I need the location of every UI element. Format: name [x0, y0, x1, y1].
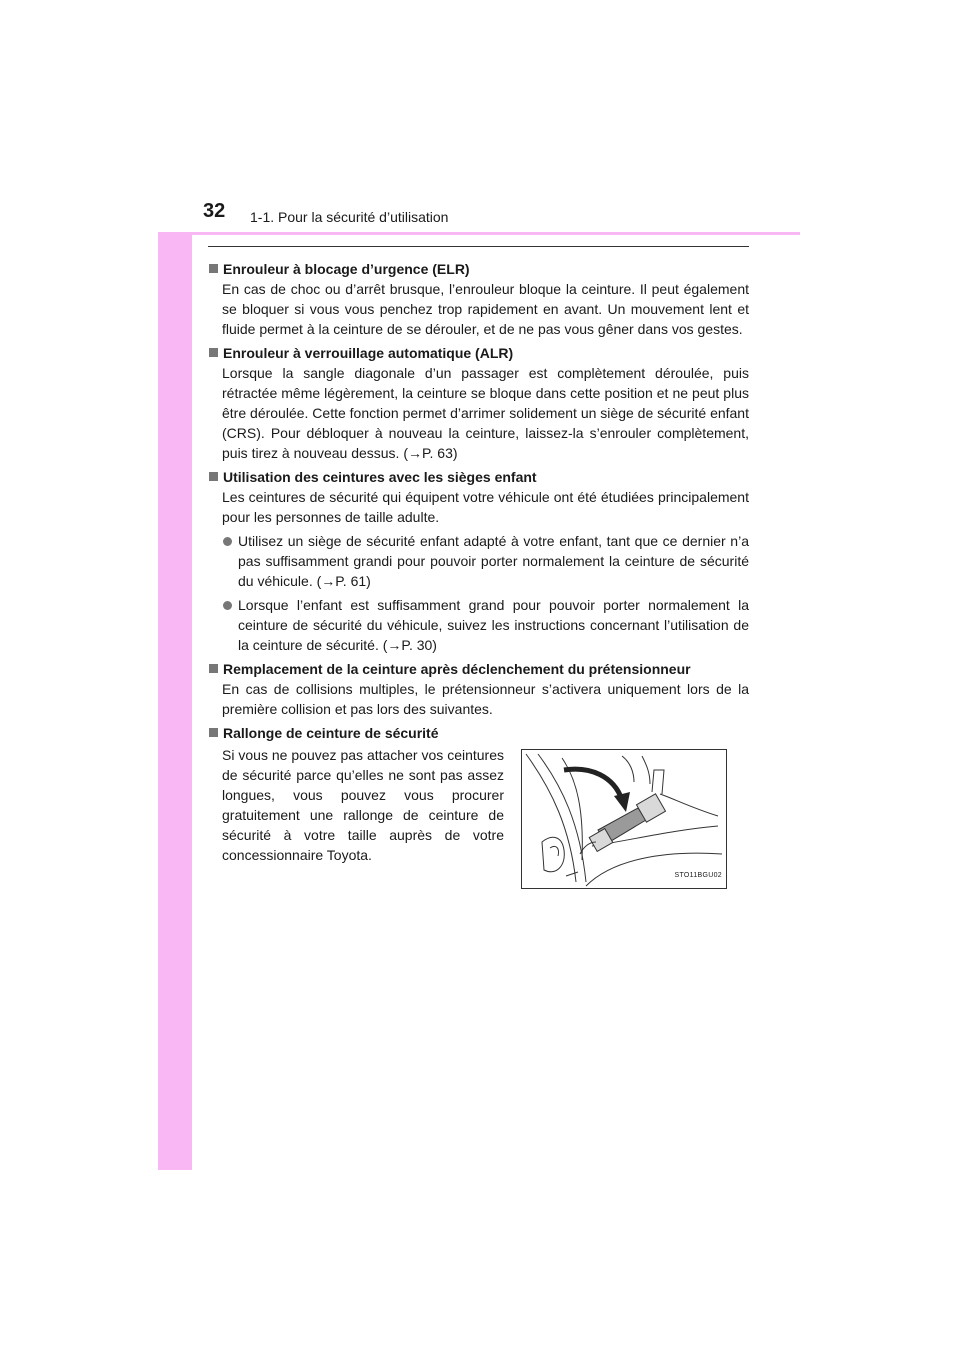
figure-code: STO11BGU02 [674, 872, 722, 879]
section-title-alr: Enrouleur à verrouillage automatique (ALR) [209, 343, 749, 363]
chapter-title: 1-1. Pour la sécurité d’utilisation [250, 209, 449, 225]
section-text-alr: Lorsque la sangle diagonale d’un passager est complètement déroulée, puis rétractée même légèrement, la ceinture se bloque dans cette position et ne peut plus être déroulée. Cette fonction permet d’arrimer solidement un siège de sécurité enfant (CRS). Pour débloquer à nouveau la ceinture, laissez-la s’enrouler complètement, puis tirez à nouveau dessus. (→P. 63) [222, 365, 749, 461]
section-title-elr: Enrouleur à blocage d’urgence (ELR) [209, 259, 749, 279]
square-bullet-icon [209, 472, 218, 481]
section-text-pretensioner: En cas de collisions multiples, le prétensionneur s’activera uniquement lors de la première collision et pas lors des suivantes. [222, 681, 749, 717]
round-bullet-icon [223, 601, 232, 610]
side-tab-band [158, 184, 192, 1170]
square-bullet-icon [209, 264, 218, 273]
section-text-child-seats: Les ceintures de sécurité qui équipent votre véhicule ont été étudiées principalement pour les personnes de taille adulte. [222, 489, 749, 525]
header-underline [158, 232, 800, 235]
section-title-pretensioner: Remplacement de la ceinture après déclenchement du prétensionneur [209, 659, 749, 679]
top-rule [208, 246, 749, 247]
round-bullet-icon [223, 537, 232, 546]
page-number: 32 [203, 200, 226, 222]
square-bullet-icon [209, 728, 218, 737]
seatbelt-extender-illustration [521, 749, 727, 889]
bullet-item: Lorsque l’enfant est suffisamment grand pour pouvoir porter normalement la ceinture de sécurité du véhicule, suivez les instructions concernant l’utilisation de la ceinture de sécurité. (→P. 30) [209, 595, 749, 655]
section-title-child-seats: Utilisation des ceintures avec les sièges enfant [209, 467, 749, 487]
extension-block [209, 743, 749, 893]
section-title-extension: Rallonge de ceinture de sécurité [209, 723, 749, 743]
square-bullet-icon [209, 348, 218, 357]
bullet-item: Utilisez un siège de sécurité enfant adapté à votre enfant, tant que ce dernier n’a pas suffisamment grandi pour pouvoir porter normalement la ceinture de sécurité du véhicule. (→P. 61) [209, 531, 749, 591]
square-bullet-icon [209, 664, 218, 673]
section-text-elr: En cas de choc ou d’arrêt brusque, l’enrouleur bloque la ceinture. Il peut également se bloquer si vous vous penchez trop rapidement en avant. Un mouvement lent et fluide permet à la ceinture de se dérouler, et de ne pas vous gêner dans vos gestes. [222, 281, 749, 337]
page-content [209, 255, 749, 893]
section-text-extension: Si vous ne pouvez pas attacher vos ceintures de sécurité parce qu’elles ne sont pas assez longues, vous pouvez vous procurer gratuitement une rallonge de ceinture de sécurité à votre taille auprès de votre concessionnaire Toyota. [222, 747, 504, 863]
